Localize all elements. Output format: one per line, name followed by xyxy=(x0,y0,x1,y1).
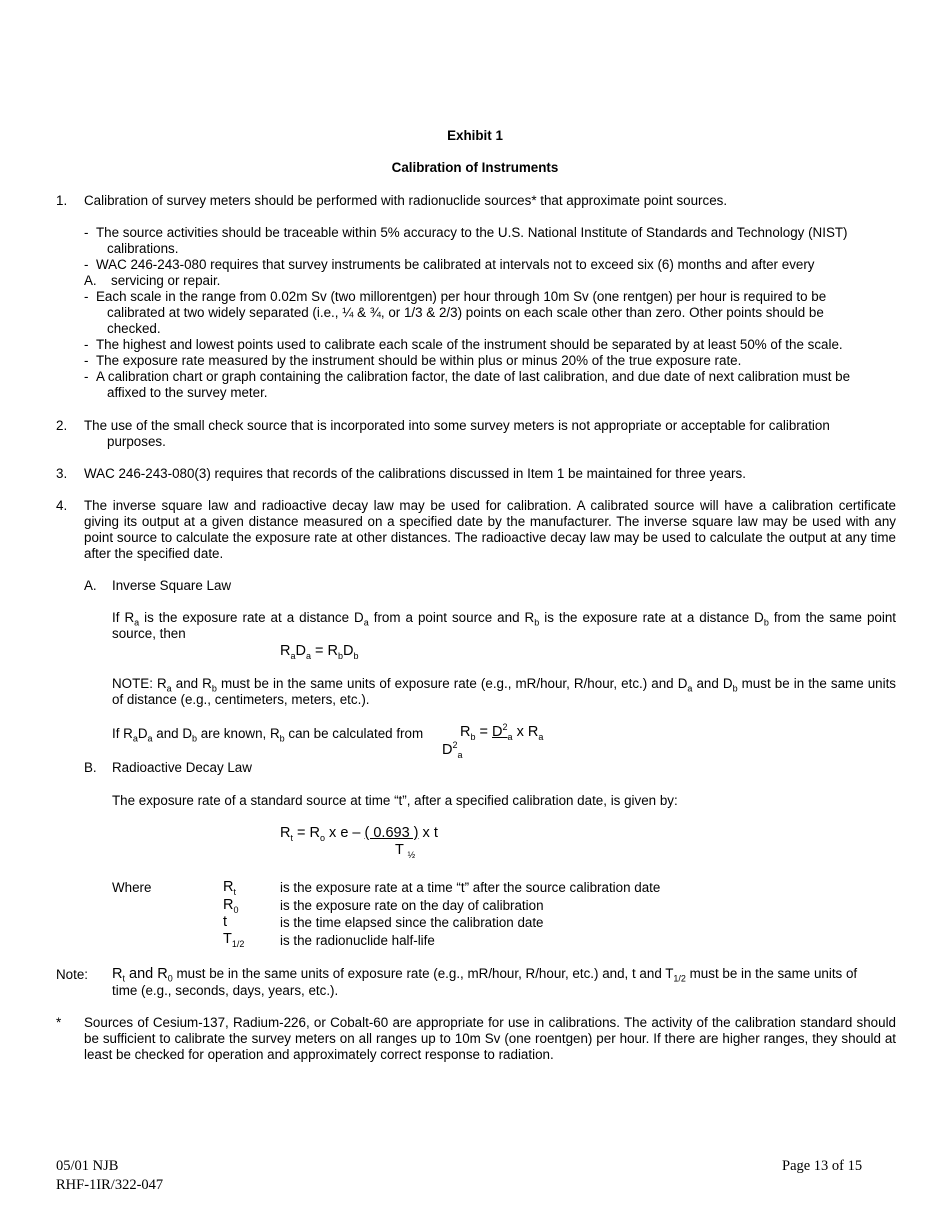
page-subtitle: Calibration of Instruments xyxy=(391,160,559,175)
def-description: is the exposure rate on the day of calibration xyxy=(280,898,544,913)
decay-intro: The exposure rate of a standard source at time “t”, after a specified calibration date, is given by: xyxy=(112,793,678,808)
where-label: Where xyxy=(112,880,152,895)
inverse-square-intro: If $R_a$ is the exposure rate at a distance $D_a$ from a point source and $R_b$ is the exposure rate at a distance $D_b$ from the same point source, then xyxy=(112,610,896,641)
decay-equation: $R_t = R_o$ x e – ( 0.693 ) x t xyxy=(280,825,438,843)
page-title: Exhibit 1 xyxy=(447,128,503,143)
note-text: $R_t$ and $R_0$ must be in the same units of exposure rate (e.g., mR/hour, R/hour, etc.) and, t and $T_{1/2}$ must be in the same units of xyxy=(112,966,858,984)
footnote-mark: * xyxy=(56,1015,62,1030)
list-item-cont: calibrated at two widely separated (i.e., ¼ & ¾, or 1/3 & 2/3) points on each scale other than zero. Other points should be xyxy=(107,305,824,320)
note-label: Note: xyxy=(56,967,89,982)
def-description: is the exposure rate at a time “t” after the source calibration date xyxy=(280,880,661,895)
list-item-cont: calibrations. xyxy=(107,241,179,256)
inverse-square-calc: If $R_aD_a$ and $D_b$ are known, $R_b$ can be calculated from xyxy=(112,726,424,744)
section-label: A. xyxy=(84,578,97,593)
footer-date: 05/01 NJB xyxy=(56,1158,119,1174)
item-number: 3. xyxy=(56,466,68,481)
list-item-cont: affixed to the survey meter. xyxy=(107,385,268,400)
item-number: 1. xyxy=(56,193,68,208)
inverse-square-equation: $R_aD_a = R_bD_b$ xyxy=(280,643,359,661)
def-symbol: t xyxy=(223,914,228,930)
section-label: B. xyxy=(84,760,97,775)
def-symbol: $T_{1/2}$ xyxy=(223,931,245,949)
def-description: is the time elapsed since the calibration date xyxy=(280,915,544,930)
def-symbol: $R_t$ xyxy=(223,879,236,897)
item-number: 4. xyxy=(56,498,68,513)
inverse-square-note: NOTE: $R_a$ and $R_b$ must be in the same units of exposure rate (e.g., mR/hour, R/hour, etc.) and $D_a$ and $D_b$ must be in the same units of distance (e.g., centimeters, meters, etc.). xyxy=(112,676,897,707)
item3-text: WAC 246-243-080(3) requires that records of the calibrations discussed in Item 1 be maintained for three years. xyxy=(84,466,746,481)
footnote-text: Sources of Cesium-137, Radium-226, or Cobalt-60 are appropriate for use in calibrations. The activity of the calibration standard should be sufficient to calibrate the survey meters on all ranges up to 10m Sv (one roentgen) per hour. If there are higher ranges, they should at least be checked for operation and approximately correct response to radiation. xyxy=(84,1015,896,1062)
def-description: is the radionuclide half-life xyxy=(280,933,435,948)
rb-equation: $R_b = D^2_a$ x $R_a$ xyxy=(460,722,544,742)
item2-text: The use of the small check source that is incorporated into some survey meters is not appropriate or acceptable for calibration xyxy=(84,418,830,433)
def-symbol: $R_0$ xyxy=(223,897,239,915)
note-text-cont: time (e.g., seconds, days, years, etc.). xyxy=(112,983,339,998)
rb-equation-denominator: $D^2_a$ xyxy=(442,740,463,760)
footer-doc-id: RHF-1IR/322-047 xyxy=(56,1177,164,1193)
section-heading: Radioactive Decay Law xyxy=(112,760,252,775)
item4-text: The inverse square law and radioactive decay law may be used for calibration. A calibrated source will have a calibration certificate giving its output at a given distance measured on a specified date by the manufacturer. The inverse square law may be used with any point source to calculate the exposure rate at other distances. The radioactive decay law may be used to calculate the output at any time after the specified date. xyxy=(84,498,896,561)
item1-text: Calibration of survey meters should be performed with radionuclide sources* that approximate point sources. xyxy=(84,193,728,208)
item2-cont: purposes. xyxy=(107,434,166,449)
item-number: 2. xyxy=(56,418,68,433)
section-heading: Inverse Square Law xyxy=(112,578,232,593)
page-number: Page 13 of 15 xyxy=(782,1158,863,1174)
decay-equation-denominator: T $_{\frac{1}{2}}$ xyxy=(395,842,416,860)
list-item-cont: checked. xyxy=(107,321,161,336)
